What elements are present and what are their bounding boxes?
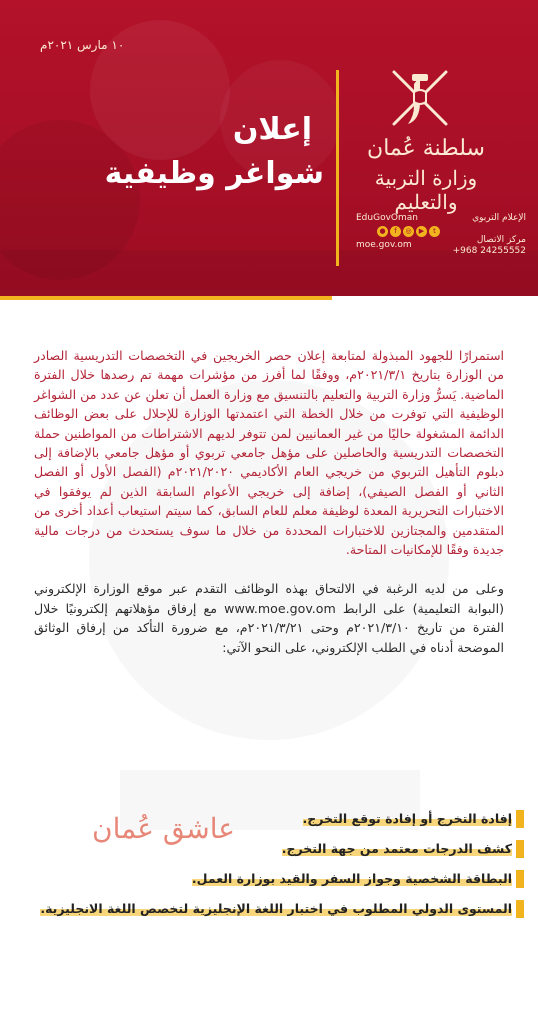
social-info	[356, 212, 440, 251]
instagram-icon[interactable]: ◎	[403, 226, 414, 237]
website-link[interactable]: moe.gov.om	[356, 240, 412, 250]
body-paragraph-1: استمرارًا للجهود المبذولة لمتابعة إعلان حصر الخريجين في التخصصات التدريسية الصادر من الوزارة بتاريخ ٢٠٢١/٣/١م، ووفقًا لما أفرز من مؤشرات مهمة تم رصدها خلال الفترة الماضية. يَسرُّ وزارة التربية والتعليم بالتنسيق مع وزارة العمل أن تعلن عن عدد من الشواغر الوظيفية التي توفرت من خلال الخطة التي اعتمدتها الوزارة للإحلال على بعض الوظائف الدائمة المشغولة حاليًا من غير العمانيين لمن تتوفر لديهم الاشتراطات من المواطنين حملة التخصصات التدريسية والحاصلين على مؤهل جامعي تربوي أو مؤهل جامعي بالإضافة إلى دبلوم التأهيل التربوي من خريجي العام الأكاديمي ٢٠٢١/٢٠٢٠م (الفصل الأول أو الفصل الثاني أو الفصل الصيفي)، إضافة إلى خريجي الأعوام السابقة الذين لم يوفقوا في الاختبارات التحريرية المعدة لوظيفة معلم للعام السابق، كما سيتم استيعاب أعداد أخرى من المتقدمين والمجتازين للاختبارات المحددة من خلال ما سوف يستحدث من درجات مالية جديدة وفقًا للإمكانيات المتاحة.	[34, 348, 504, 558]
facebook-icon[interactable]: f	[390, 226, 401, 237]
image-watermark: عاشق عُمان	[92, 812, 235, 845]
requirement-bullet	[516, 810, 524, 828]
requirement-text: إفادة التخرج أو إفادة توقع التخرج.	[302, 811, 512, 826]
twitter-icon[interactable]: t	[429, 226, 440, 237]
media-label: الإعلام التربوي	[472, 213, 526, 223]
requirement-text: البطاقة الشخصية وجواز السفر والقيد بوزارة العمل.	[191, 871, 512, 886]
org-name-line2: وزارة التربية والتعليم	[374, 166, 478, 214]
requirement-item	[14, 870, 524, 888]
requirement-bullet	[516, 900, 524, 918]
contact-phone: +968 24255552	[452, 246, 526, 256]
announcement-title-line1: إعلان	[232, 112, 312, 147]
youtube-icon[interactable]: ▶	[416, 226, 427, 237]
requirement-bullet	[516, 840, 524, 858]
body-paragraph-2-part2: مع إرفاق مؤهلاتهم إلكترونيًا خلال الفترة من تاريخ ٢٠٢١/٣/١٠م وحتى ٢٠٢١/٣/٢١م، مع ضرورة التأكد من إرفاق الوثائق الموضحة أدناه في الطلب الإلكتروني، على النحو الآتي:	[34, 600, 504, 655]
body-paragraph-2-part1: وعلى من لديه الرغبة في الالتحاق بهذه الوظائف التقدم عبر موقع الوزارة الإلكتروني (البوابة التعليمية) على الرابط	[34, 581, 504, 616]
org-name-line1: سلطنة عُمان	[367, 136, 485, 161]
announcement-date: ١٠ مارس ٢٠٢١م	[40, 38, 125, 52]
body-paragraph-2	[34, 579, 504, 657]
requirement-text: كشف الدرجات معتمد من جهة التخرج.	[281, 841, 512, 856]
contact-label: مركز الاتصال	[476, 235, 526, 245]
announcement-header	[0, 0, 538, 296]
requirement-item	[14, 810, 524, 828]
oman-emblem-icon	[384, 62, 456, 134]
announcement-title-line2: شواغر وظيفية	[104, 156, 324, 191]
requirement-text: المستوى الدولي المطلوب في اختبار اللغة الإنجليزية لتخصص اللغة الانجليزية.	[40, 901, 512, 916]
requirement-bullet	[516, 870, 524, 888]
header-divider	[336, 70, 339, 266]
play-icon[interactable]: ●	[377, 226, 388, 237]
requirement-item	[14, 840, 524, 858]
requirement-item	[14, 900, 524, 918]
announcement-body	[34, 346, 504, 657]
social-handle: EduGovOman	[356, 213, 418, 223]
contact-info	[430, 212, 526, 256]
requirements-list	[14, 810, 524, 930]
portal-url-link[interactable]: www.moe.gov.om	[224, 600, 336, 616]
social-icons	[356, 226, 440, 237]
